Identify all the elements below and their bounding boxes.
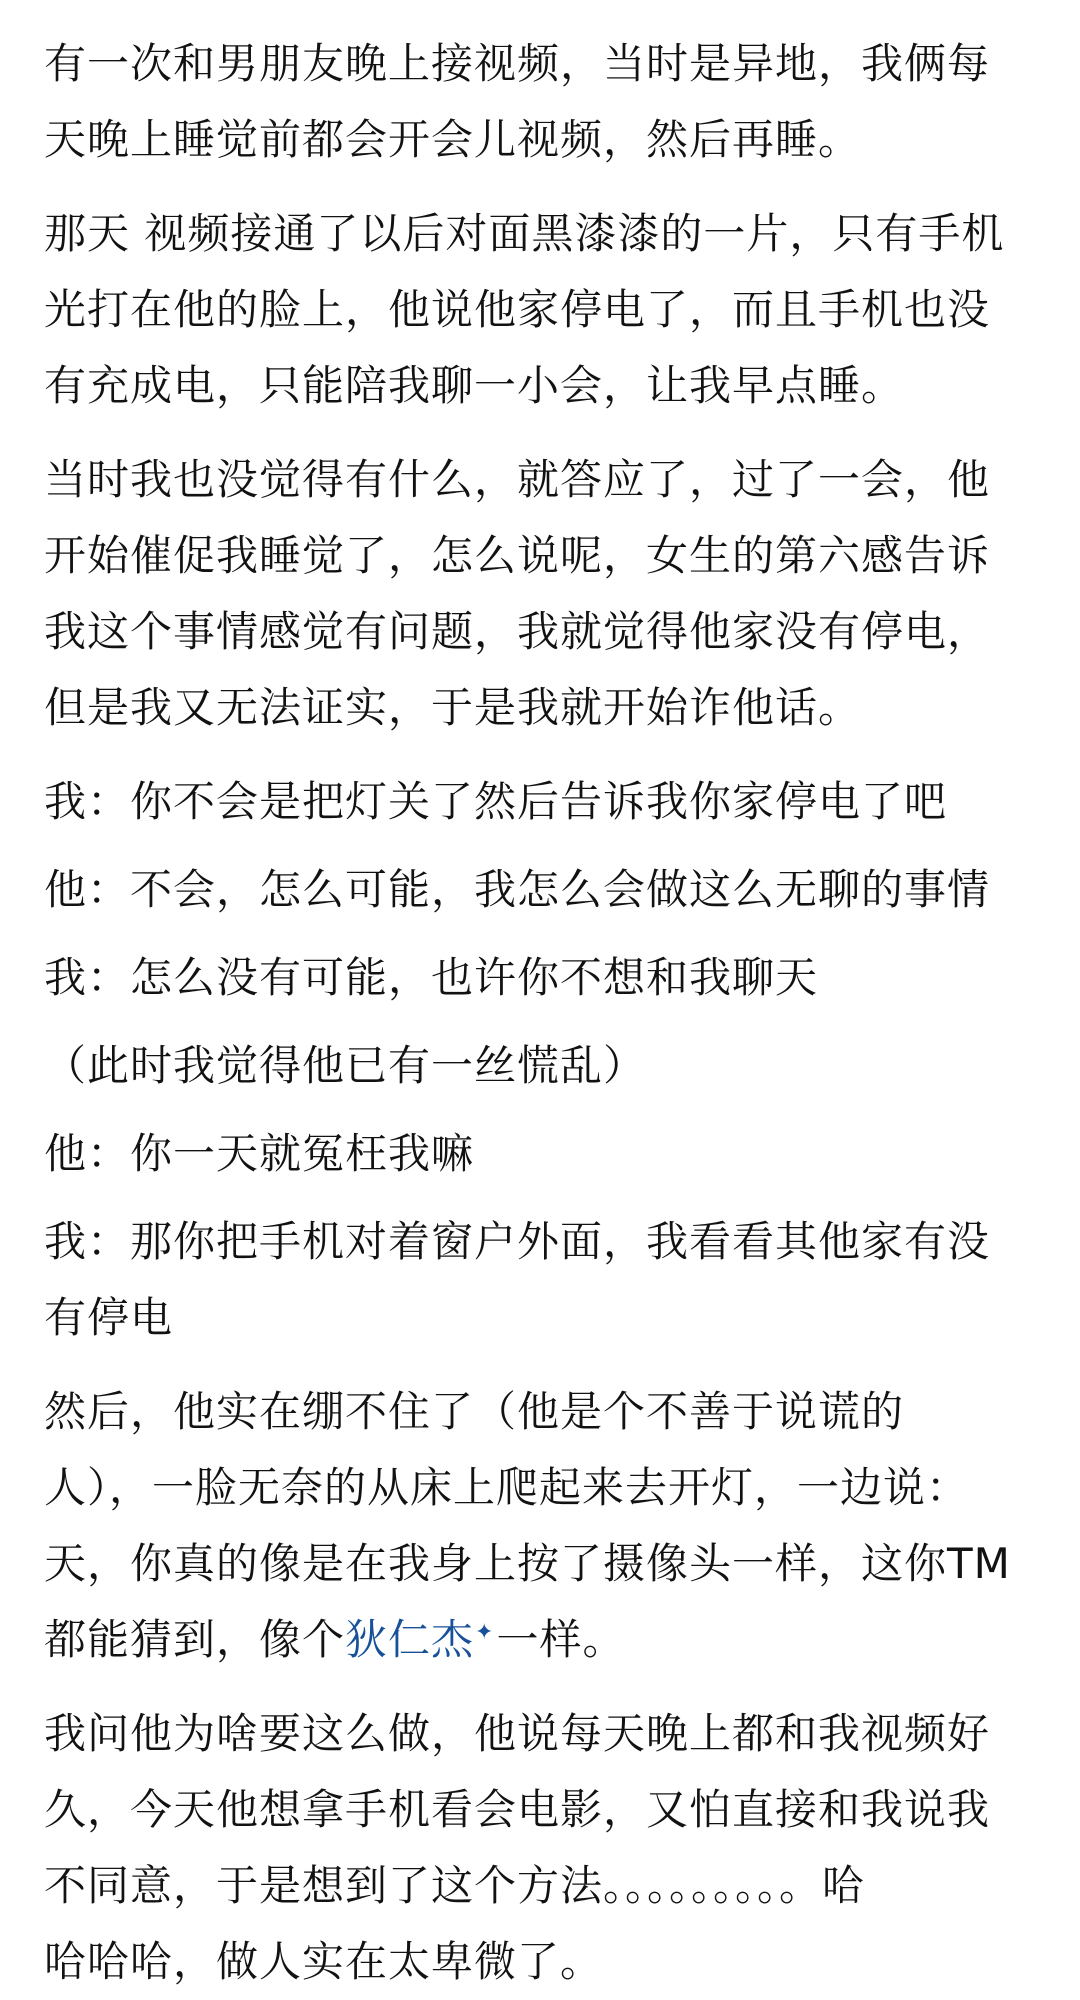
text-line-with-link bbox=[44, 1602, 1050, 1678]
text-line: 开始催促我睡觉了，怎么说呢，女生的第六感告诉 bbox=[44, 531, 991, 580]
text-line: 他：你一天就冤枉我嘛 bbox=[44, 1129, 475, 1178]
paragraph bbox=[44, 1374, 1050, 1678]
sparkle-icon: ✦ bbox=[475, 1620, 495, 1645]
text-line: 光打在他的脸上，他说他家停电了，而且手机也没 bbox=[44, 285, 991, 334]
text-line: （此时我觉得他已有一丝慌乱） bbox=[44, 1041, 647, 1090]
text-line: 有停电 bbox=[44, 1293, 174, 1342]
text-line: 不同意，于是想到了这个方法。。。。。。。。。哈 bbox=[44, 1861, 866, 1910]
text-line: 我：那你把手机对着窗户外面，我看看其他家有没 bbox=[44, 1217, 991, 1266]
paragraph bbox=[44, 196, 1050, 424]
text-line: 有一次和男朋友晚上接视频，当时是异地，我俩每 bbox=[44, 39, 991, 88]
dialogue-line bbox=[44, 764, 1050, 840]
text-line: 天，你真的像是在我身上按了摄像头一样，这你TM bbox=[44, 1539, 1011, 1588]
text-line: 然后，他实在绷不住了（他是个不善于说谎的 bbox=[44, 1387, 905, 1436]
text-line: 我：你不会是把灯关了然后告诉我你家停电了吧 bbox=[44, 777, 948, 826]
text-line: 但是我又无法证实，于是我就开始诈他话。 bbox=[44, 683, 862, 732]
text-line: 天晚上睡觉前都会开会儿视频，然后再睡。 bbox=[44, 115, 862, 164]
text-line: 有充成电，只能陪我聊一小会，让我早点睡。 bbox=[44, 361, 905, 410]
aside-note bbox=[44, 1028, 1050, 1104]
dialogue-line bbox=[44, 1204, 1050, 1356]
entity-link-direnjie[interactable]: 狄仁杰 bbox=[345, 1615, 475, 1664]
text-line: 人），一脸无奈的从床上爬起来去开灯，一边说： bbox=[44, 1463, 970, 1512]
text-line: 我问他为啥要这么做，他说每天晚上都和我视频好 bbox=[44, 1709, 991, 1758]
text-segment: 都能猜到，像个 bbox=[44, 1615, 346, 1664]
text-segment: 一样。 bbox=[496, 1615, 626, 1664]
text-line: 他：不会，怎么可能，我怎么会做这么无聊的事情 bbox=[44, 865, 991, 914]
text-line: 我：怎么没有可能，也许你不想和我聊天 bbox=[44, 953, 819, 1002]
text-line: 当时我也没觉得有什么，就答应了，过了一会，他 bbox=[44, 455, 991, 504]
text-line: 哈哈哈，做人实在太卑微了。 bbox=[44, 1937, 604, 1986]
paragraph bbox=[44, 26, 1050, 178]
paragraph bbox=[44, 442, 1050, 746]
text-line: 久，今天他想拿手机看会电影，又怕直接和我说我 bbox=[44, 1785, 991, 1834]
paragraph bbox=[44, 1696, 1050, 2000]
text-line: 我这个事情感觉有问题，我就觉得他家没有停电， bbox=[44, 607, 991, 656]
text-line: 那天 视频接通了以后对面黑漆漆的一片，只有手机 bbox=[44, 209, 1005, 258]
dialogue-line bbox=[44, 852, 1050, 928]
dialogue-line bbox=[44, 940, 1050, 1016]
dialogue-line bbox=[44, 1116, 1050, 1192]
